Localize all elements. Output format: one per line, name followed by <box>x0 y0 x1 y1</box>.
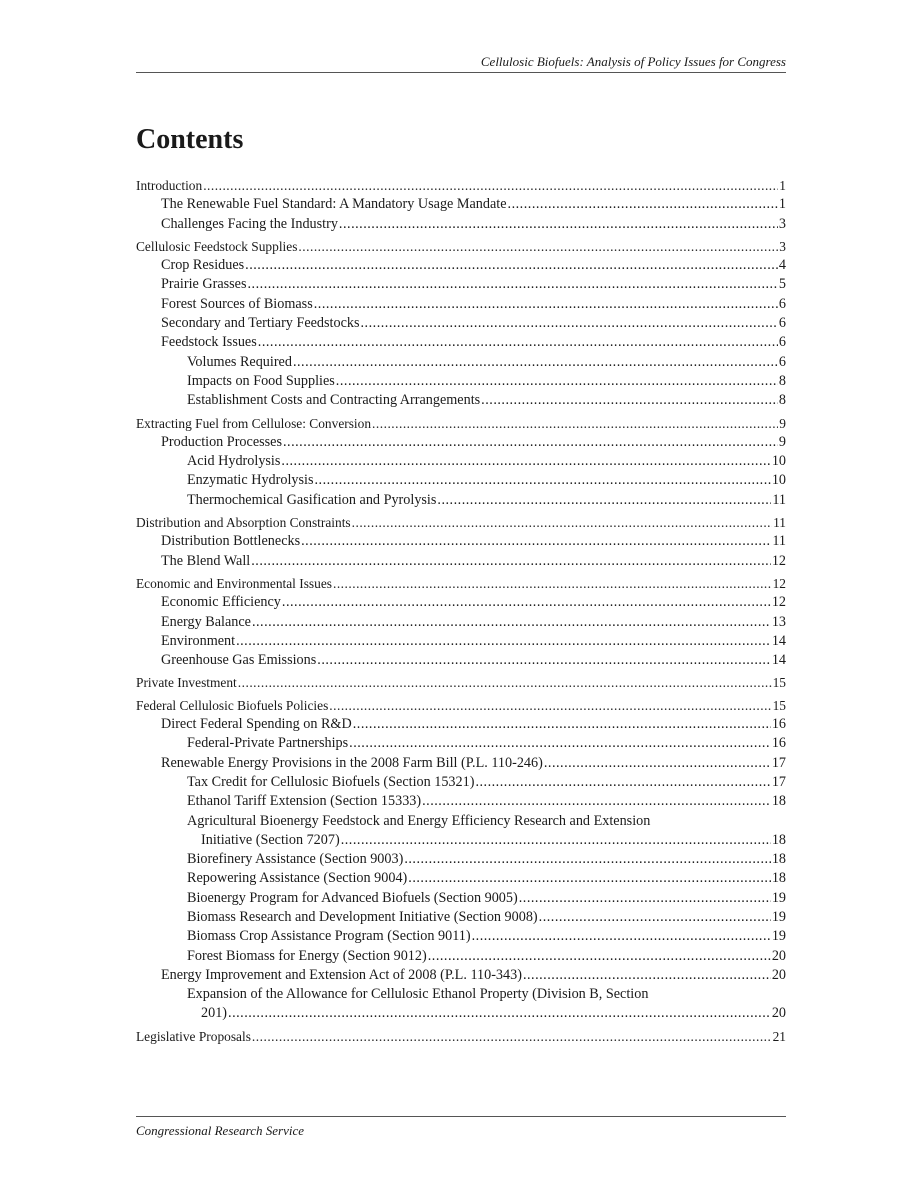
toc-leader-dots <box>539 908 771 927</box>
toc-page-number: 9 <box>778 433 786 450</box>
running-title: Cellulosic Biofuels: Analysis of Policy Issues for Congress <box>480 54 786 69</box>
toc-leader-dots <box>203 176 778 195</box>
toc-page-number: 6 <box>778 295 786 312</box>
toc-entry-text: Economic Efficiency <box>161 594 281 611</box>
toc-entry-text: Secondary and Tertiary Feedstocks <box>161 315 360 332</box>
toc-entry[interactable] <box>136 734 786 753</box>
toc-entry[interactable] <box>136 651 786 670</box>
toc-entry[interactable] <box>136 176 786 195</box>
toc-entry-text: Repowering Assistance (Section 9004) <box>187 870 408 887</box>
toc-entry[interactable] <box>136 831 786 850</box>
toc-entry-text: Forest Sources of Biomass <box>161 295 313 312</box>
toc-page-number: 18 <box>771 870 786 887</box>
toc-entry-wrapped-line <box>136 812 786 831</box>
toc-entry[interactable] <box>136 532 786 551</box>
toc-leader-dots <box>408 869 771 888</box>
toc-leader-dots <box>248 275 778 294</box>
toc-entry[interactable] <box>136 256 786 275</box>
toc-page-number: 13 <box>771 613 786 630</box>
toc-leader-dots <box>361 314 778 333</box>
toc-leader-dots <box>481 391 778 410</box>
toc-page-number: 4 <box>778 257 786 274</box>
toc-entry[interactable] <box>136 414 786 433</box>
toc-entry-text: Direct Federal Spending on R&D <box>161 716 352 733</box>
toc-entry[interactable] <box>136 333 786 352</box>
toc-page-number: 11 <box>772 491 786 508</box>
toc-leader-dots <box>333 574 772 593</box>
toc-page-number: 14 <box>771 652 786 669</box>
toc-page-number: 11 <box>773 515 786 531</box>
toc-page-number: 12 <box>772 575 786 591</box>
toc-leader-dots <box>293 353 778 372</box>
toc-leader-dots <box>472 927 771 946</box>
toc-page-number: 18 <box>771 831 786 848</box>
toc-page-number: 12 <box>771 552 786 569</box>
toc-leader-dots <box>404 850 771 869</box>
toc-entry[interactable] <box>136 491 786 510</box>
toc-leader-dots <box>251 552 771 571</box>
toc-entry-text: Expansion of the Allowance for Cellulosic Ethanol Property (Division B, Section <box>187 986 649 1003</box>
toc-entry-text: Private Investment <box>136 675 237 691</box>
toc-entry-text: Introduction <box>136 178 203 193</box>
toc-entry-text: Bioenergy Program for Advanced Biofuels (Section 9005) <box>187 889 518 906</box>
toc-page-number: 11 <box>772 533 786 550</box>
toc-leader-dots <box>372 414 778 433</box>
toc-entry-text: Crop Residues <box>161 257 245 274</box>
toc-entry-text: Initiative (Section 7207) <box>201 831 340 848</box>
toc-entry[interactable] <box>136 391 786 410</box>
toc-page-number: 8 <box>778 392 786 409</box>
toc-entry-text: Acid Hydrolysis <box>187 453 281 470</box>
toc-leader-dots <box>314 295 778 314</box>
toc-page-number: 16 <box>771 716 786 733</box>
toc-leader-dots <box>523 966 771 985</box>
toc-entry-text: Energy Improvement and Extension Act of 2008 (P.L. 110-343) <box>161 966 522 983</box>
toc-page-number: 5 <box>778 276 786 293</box>
toc-leader-dots <box>339 215 778 234</box>
toc-leader-dots <box>258 333 778 352</box>
toc-leader-dots <box>282 593 771 612</box>
toc-leader-dots <box>238 673 772 692</box>
toc-page-number: 8 <box>778 372 786 389</box>
toc-entry-text: Economic and Environmental Issues <box>136 575 332 591</box>
toc-entry[interactable] <box>136 869 786 888</box>
toc-page-number: 16 <box>771 735 786 752</box>
toc-entry[interactable] <box>136 513 786 532</box>
toc-entry-text: Cellulosic Feedstock Supplies <box>136 238 298 254</box>
toc-entry-text: The Renewable Fuel Standard: A Mandatory Usage Mandate <box>161 196 507 213</box>
toc-page-number: 6 <box>778 315 786 332</box>
toc-entry-text: Biomass Crop Assistance Program (Section 9011) <box>187 928 471 945</box>
toc-leader-dots <box>317 651 771 670</box>
toc-entry-text: Challenges Facing the Industry <box>161 215 338 232</box>
toc-leader-dots <box>245 256 778 275</box>
toc-entry[interactable] <box>136 1004 786 1023</box>
toc-leader-dots <box>544 754 771 773</box>
toc-leader-dots <box>353 715 771 734</box>
toc-leader-dots <box>437 491 771 510</box>
toc-entry[interactable] <box>136 195 786 214</box>
toc-entry[interactable] <box>136 552 786 571</box>
toc-page-number: 6 <box>778 334 786 351</box>
toc-entry[interactable] <box>136 773 786 792</box>
toc-entry-text: Enzymatic Hydrolysis <box>187 472 314 489</box>
toc-entry-text: Environment <box>161 632 236 649</box>
toc-entry[interactable] <box>136 947 786 966</box>
footer-text: Congressional Research Service <box>136 1123 304 1138</box>
toc-leader-dots <box>349 734 771 753</box>
toc-page-number: 12 <box>771 594 786 611</box>
toc-leader-dots <box>341 831 771 850</box>
toc-entry[interactable] <box>136 715 786 734</box>
toc-entry[interactable] <box>136 673 786 692</box>
toc-leader-dots <box>329 696 771 715</box>
toc-entry-text: Energy Balance <box>161 613 251 630</box>
toc-leader-dots <box>314 471 770 490</box>
toc-entry-text: Greenhouse Gas Emissions <box>161 652 317 669</box>
toc-entry-text: Distribution Bottlenecks <box>161 533 301 550</box>
toc-page-number: 20 <box>771 1005 786 1022</box>
toc-page-number: 6 <box>778 353 786 370</box>
toc-entry-text: Biomass Research and Development Initiative (Section 9008) <box>187 908 538 925</box>
toc-entry-text: Volumes Required <box>187 353 292 370</box>
toc-leader-dots <box>252 613 771 632</box>
toc-entry[interactable] <box>136 613 786 632</box>
toc-entry[interactable] <box>136 275 786 294</box>
toc-page-number: 15 <box>772 697 786 713</box>
toc-entry[interactable] <box>136 696 786 715</box>
toc-entry-text: Forest Biomass for Energy (Section 9012) <box>187 947 427 964</box>
toc-entry-text: Establishment Costs and Contracting Arrangements <box>187 392 481 409</box>
toc-entry-text: Distribution and Absorption Constraints <box>136 515 351 531</box>
toc-page-number: 19 <box>771 928 786 945</box>
toc-page-number: 1 <box>779 178 786 193</box>
toc-page-number: 20 <box>771 966 786 983</box>
toc-leader-dots <box>519 889 771 908</box>
toc-leader-dots <box>428 947 771 966</box>
toc-leader-dots <box>475 773 770 792</box>
table-of-contents <box>136 176 786 1046</box>
toc-leader-dots <box>281 452 770 471</box>
toc-entry-text: Federal-Private Partnerships <box>187 735 349 752</box>
toc-entry-text: The Blend Wall <box>161 552 251 569</box>
toc-entry[interactable] <box>136 632 786 651</box>
toc-page-number: 14 <box>771 632 786 649</box>
toc-entry-text: Agricultural Bioenergy Feedstock and Energy Efficiency Research and Extension <box>187 812 651 829</box>
toc-leader-dots <box>508 195 778 214</box>
toc-entry[interactable] <box>136 372 786 391</box>
toc-page-number: 3 <box>779 238 786 254</box>
toc-entry-text: Federal Cellulosic Biofuels Policies <box>136 697 329 713</box>
toc-entry[interactable] <box>136 314 786 333</box>
toc-entry-text: Impacts on Food Supplies <box>187 372 335 389</box>
toc-page-number: 15 <box>772 675 786 691</box>
toc-leader-dots <box>283 433 778 452</box>
toc-entry[interactable] <box>136 792 786 811</box>
toc-leader-dots <box>252 1027 772 1046</box>
toc-page-number: 20 <box>771 947 786 964</box>
toc-entry[interactable] <box>136 471 786 490</box>
toc-page-number: 10 <box>771 472 786 489</box>
page-footer <box>136 1116 786 1139</box>
toc-entry-text: 201) <box>201 1005 228 1022</box>
running-header <box>136 54 786 73</box>
toc-entry-text: Legislative Proposals <box>136 1028 251 1044</box>
toc-page-number: 3 <box>778 215 786 232</box>
toc-entry-text: Prairie Grasses <box>161 276 247 293</box>
toc-page-number: 17 <box>771 754 786 771</box>
toc-page-number: 1 <box>778 196 786 213</box>
toc-entry[interactable] <box>136 754 786 773</box>
toc-entry[interactable] <box>136 908 786 927</box>
toc-entry-text: Extracting Fuel from Cellulose: Conversion <box>136 415 372 431</box>
toc-leader-dots <box>228 1004 771 1023</box>
toc-page-number: 21 <box>772 1028 786 1044</box>
toc-entry[interactable] <box>136 215 786 234</box>
toc-entry[interactable] <box>136 889 786 908</box>
toc-leader-dots <box>298 237 778 256</box>
toc-entry[interactable] <box>136 353 786 372</box>
toc-entry-text: Thermochemical Gasification and Pyrolysis <box>187 491 437 508</box>
toc-entry[interactable] <box>136 433 786 452</box>
toc-entry[interactable] <box>136 593 786 612</box>
toc-entry-text: Renewable Energy Provisions in the 2008 Farm Bill (P.L. 110-246) <box>161 754 543 771</box>
toc-entry[interactable] <box>136 927 786 946</box>
toc-entry-text: Ethanol Tariff Extension (Section 15333) <box>187 793 422 810</box>
toc-entry[interactable] <box>136 237 786 256</box>
page-title: Contents <box>136 124 244 155</box>
toc-page-number: 17 <box>771 773 786 790</box>
toc-entry-wrapped-line <box>136 985 786 1004</box>
toc-page-number: 19 <box>771 889 786 906</box>
toc-entry-text: Production Processes <box>161 433 282 450</box>
toc-page-number: 18 <box>771 793 786 810</box>
toc-leader-dots <box>336 372 778 391</box>
toc-entry[interactable] <box>136 966 786 985</box>
toc-page-number: 19 <box>771 908 786 925</box>
toc-leader-dots <box>236 632 771 651</box>
toc-entry[interactable] <box>136 1027 786 1046</box>
toc-page-number: 9 <box>779 415 786 431</box>
toc-entry[interactable] <box>136 452 786 471</box>
toc-entry[interactable] <box>136 850 786 869</box>
toc-entry[interactable] <box>136 295 786 314</box>
toc-leader-dots <box>422 792 771 811</box>
toc-entry[interactable] <box>136 574 786 593</box>
toc-page-number: 18 <box>771 851 786 868</box>
toc-page-number: 10 <box>771 453 786 470</box>
toc-entry-text: Tax Credit for Cellulosic Biofuels (Section 15321) <box>187 773 475 790</box>
toc-entry-text: Feedstock Issues <box>161 334 257 351</box>
toc-leader-dots <box>301 532 771 551</box>
toc-entry-text: Biorefinery Assistance (Section 9003) <box>187 851 404 868</box>
toc-leader-dots <box>352 513 772 532</box>
